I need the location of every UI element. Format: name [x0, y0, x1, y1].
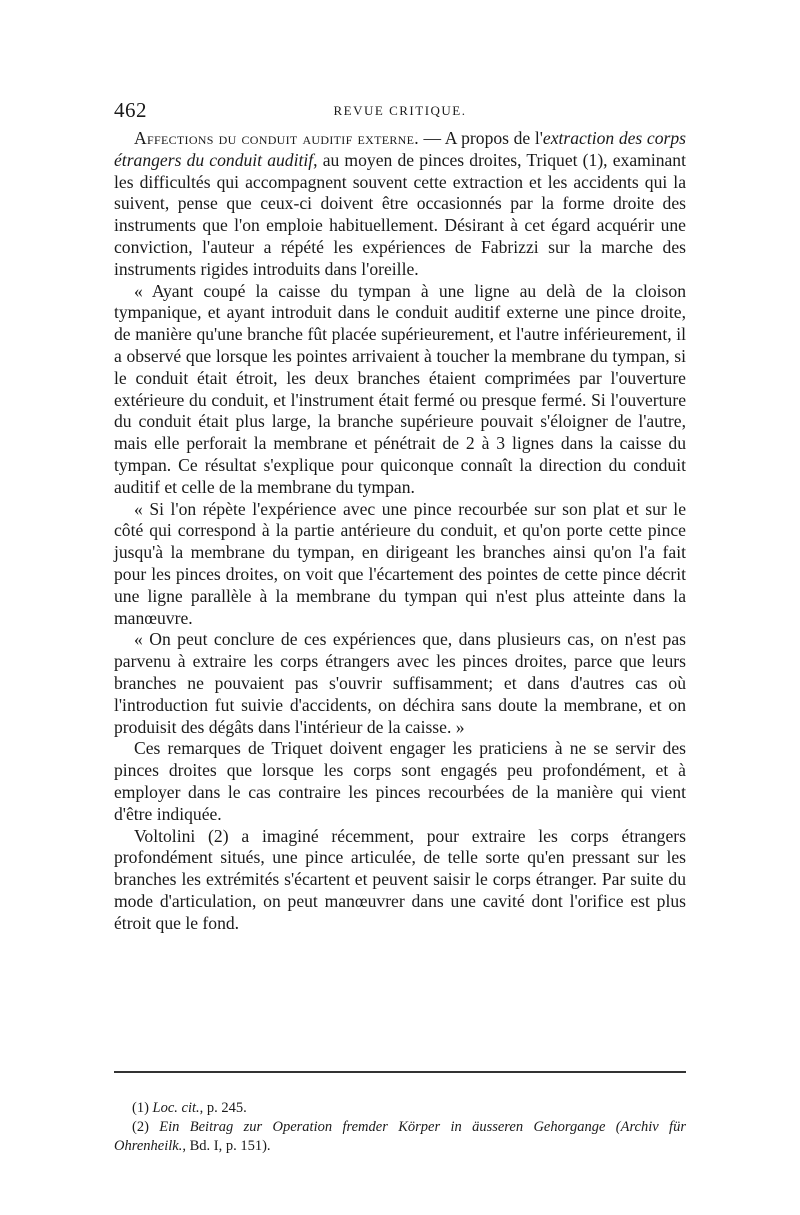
paragraph-5: Ces remarques de Triquet doivent engager les praticiens à ne se servir des pinces droites que lorsque les corps sont engagés peu profondément, et à employer dans le cas contraire les pinces recourbées de la manière qui vient d'être indiquée.	[114, 738, 686, 824]
footnote-2-citation: Ein Beitrag zur Operation fremder Körper in äusseren Gehorgange (Archiv für Ohrenheilk.	[114, 1119, 686, 1154]
footnote-1-page: , p. 245.	[199, 1100, 247, 1116]
paragraph-2: « Ayant coupé la caisse du tympan à une ligne au delà de la cloison tympanique, et ayant introduit dans le conduit auditif externe une pince droite, de manière qu'une branche fût placée supérieurement, et l'autre inférieurement, il a observé que lorsque les pointes arrivaient à toucher la membrane du tympan, si le conduit était étroit, les deux branches étaient comprimées par l'ouverture extérieure du conduit, et l'instrument était fermé ou presque fermé. Si l'ouverture du conduit était plus large, la branche supérieure pouvait s'éloigner de l'autre, mais elle perforait la membrane et pénétrait de 2 à 3 lignes dans la caisse du tympan. Ce résultat s'explique pour quiconque connaît la direction du conduit auditif et celle de la membrane du tympan.	[114, 280, 686, 497]
article-body	[114, 128, 686, 934]
footnote-1	[114, 1099, 686, 1118]
footnote-divider	[114, 1071, 686, 1073]
footnote-1-citation: Loc. cit.	[152, 1100, 200, 1116]
section-heading: Affections du conduit auditif externe.	[134, 128, 419, 148]
running-header	[114, 98, 686, 122]
paragraph-3: « Si l'on répète l'expérience avec une pince recourbée sur son plat et sur le côté qui correspond à la partie antérieure du conduit, et qu'on porte cette pince jusqu'à la membrane du tympan, en dirigeant les branches ainsi qu'on l'a fait pour les pinces droites, on voit que l'écartement des pointes de cette pince décrit une ligne parallèle à la membrane du tympan qui n'est plus atteinte dans la manœuvre.	[114, 498, 686, 628]
page-number: 462	[114, 98, 147, 122]
footnote-1-number: (1)	[132, 1100, 153, 1116]
paragraph-1	[114, 128, 686, 281]
running-title: REVUE CRITIQUE.	[333, 103, 467, 118]
footnotes	[114, 1099, 686, 1156]
paragraph-6: Voltolini (2) a imaginé récemment, pour extraire les corps étrangers profondément situés, une pince articulée, de telle sorte qu'en pressant sur les branches les extrémités s'écartent et peuvent saisir le corps étranger. Par suite du mode d'articulation, on peut manœuvrer dans une cavité dont l'orifice est plus étroit que le fond.	[114, 825, 686, 933]
paragraph-1-text-a: — A propos de l'	[418, 128, 543, 148]
paragraph-1-emphasis: extraction des corps étrangers du conduit auditif	[114, 128, 686, 170]
paragraph-1-text-b: , au moyen de pinces droites, Triquet (1), examinant les difficultés qui accompagnent souvent cette extraction et les accidents qui la suivent, pense que ceux-ci doivent être occasionnés par la forme droite des instruments que l'on emploie habituellement. Désirant à cet égard acquérir une conviction, l'auteur a répété les expériences de Fabrizzi sur la marche des instruments rigides introduits dans l'oreille.	[114, 149, 686, 279]
footnote-2	[114, 1118, 686, 1156]
paragraph-4: « On peut conclure de ces expériences que, dans plusieurs cas, on n'est pas parvenu à extraire les corps étrangers avec les pinces droites, parce que leurs branches ne pouvaient pas s'ouvrir suffisamment; et dans d'autres cas où l'introduction fut suivie d'accidents, on déchira sans doute la membrane, et on produisit des dégâts dans l'intérieur de la caisse. »	[114, 629, 686, 737]
footnote-2-number: (2)	[132, 1119, 160, 1135]
footnote-2-page: , Bd. I, p. 151).	[182, 1138, 271, 1154]
